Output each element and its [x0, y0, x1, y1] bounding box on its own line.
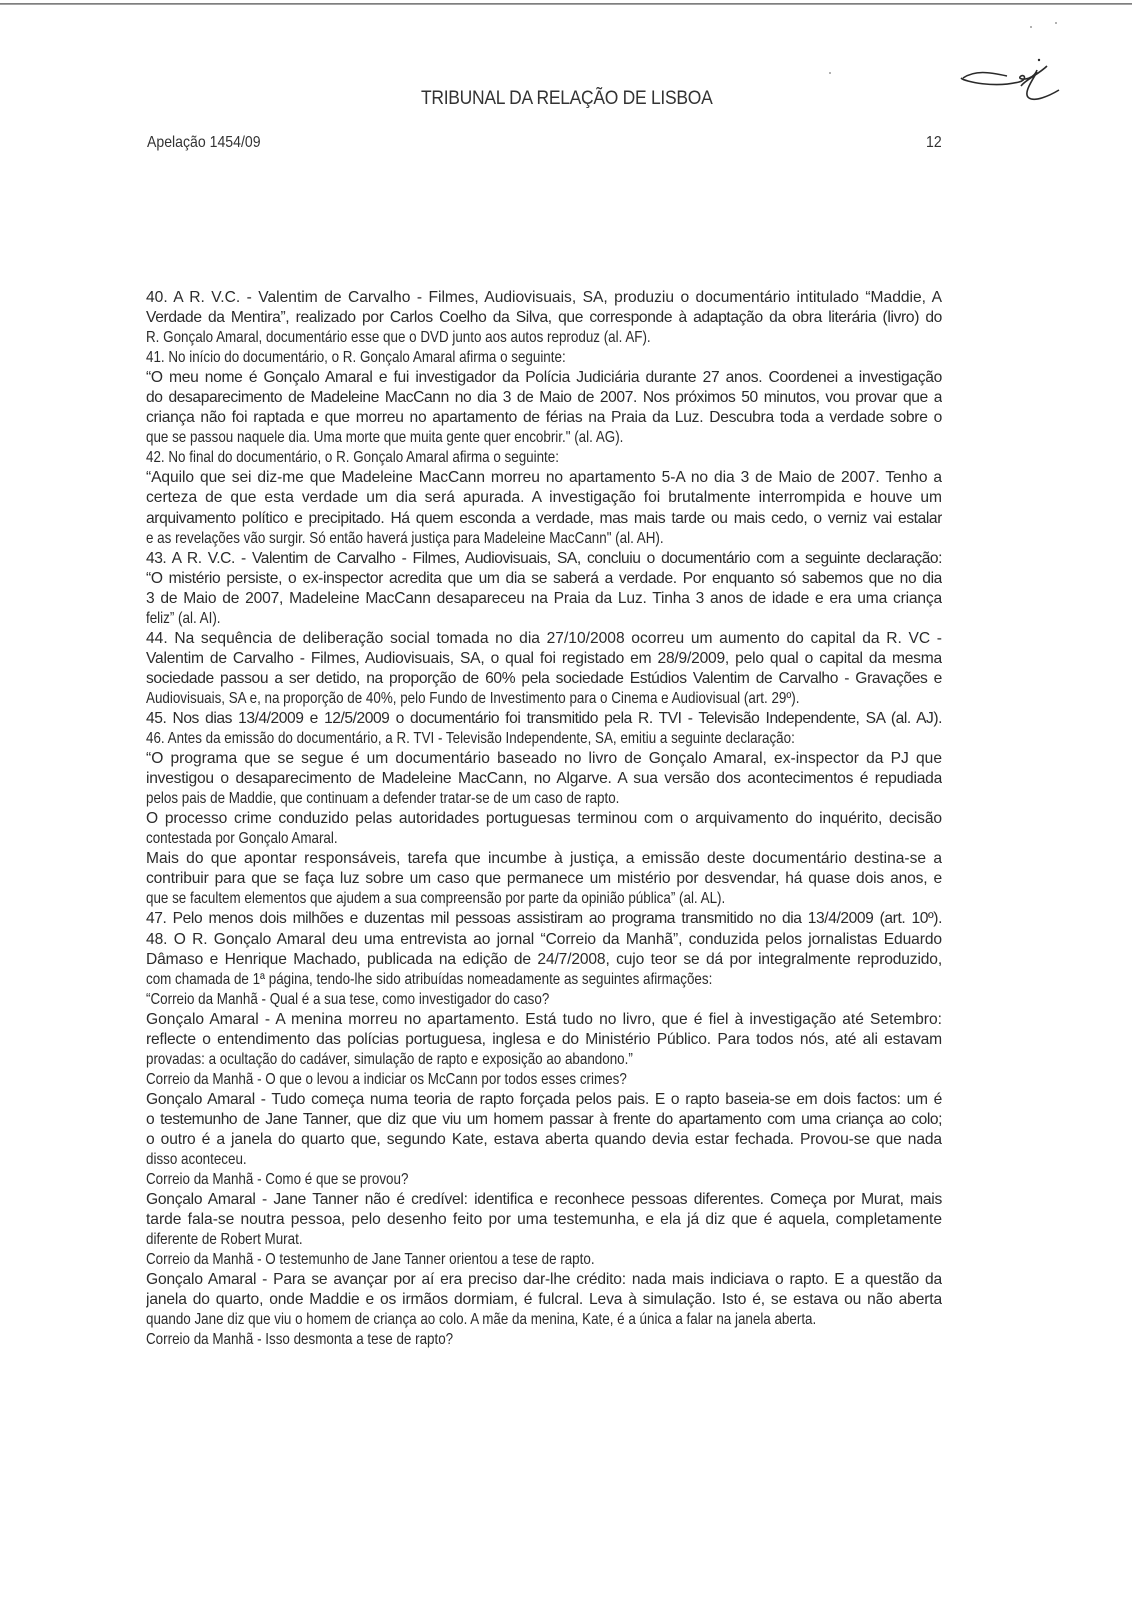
text-line: “Correio da Manhã - Qual é a sua tese, como investigador do caso? [146, 990, 550, 1008]
text-line: 44. Na sequência de deliberação social tomada no dia 27/10/2008 ocorreu um aumento do capital da R. VC - [146, 629, 942, 647]
text-line: Gonçalo Amaral - Tudo começa numa teoria de rapto forçada pelos pais. E o rapto baseia-se em dois factos: um é [146, 1090, 942, 1108]
case-reference: Apelação 1454/09 [147, 134, 261, 151]
text-line: 43. A R. V.C. - Valentim de Carvalho - Filmes, Audiovisuais, SA, concluiu o documentário com a seguinte declaração: [146, 549, 942, 567]
text-line: feliz” (al. AI). [146, 609, 221, 627]
text-line: O processo crime conduzido pelas autoridades portuguesas terminou com o arquivamento do inquérito, decisão [146, 810, 942, 828]
text-line: o outro é a janela do quarto que, segundo Kate, estava aberta quando devia estar fechada. Provou-se que nada [146, 1130, 942, 1148]
text-line: arquivamento político e precipitado. Há quem esconda a verdade, mas mais tarde ou mais cedo, o verniz vai estalar [146, 509, 942, 527]
text-line: investigou o desaparecimento de Madeleine MacCann, no Algarve. A sua versão dos acontecimentos é repudiada [146, 770, 942, 788]
text-line: Correio da Manhã - O testemunho de Jane Tanner orientou a tese de rapto. [146, 1251, 595, 1269]
text-line: que se passou naquele dia. Uma morte que muita gente quer encobrir." (al. AG). [146, 429, 624, 447]
text-line: 41. No início do documentário, o R. Gonçalo Amaral afirma o seguinte: [146, 349, 566, 367]
text-line: Correio da Manhã - Como é que se provou? [146, 1171, 409, 1189]
text-line: 45. Nos dias 13/4/2009 e 12/5/2009 o documentário foi transmitido pela R. TVI - Televisão Independente, SA (al. AJ). [146, 709, 942, 727]
text-line: Correio da Manhã - O que o levou a indiciar os McCann por todos esses crimes? [146, 1070, 627, 1088]
signature-initials-icon [955, 52, 1075, 112]
text-line: “Aquilo que sei diz-me que Madeleine MacCann morreu no apartamento 5-A no dia 3 de Maio de 2007. Tenho a [146, 469, 942, 487]
text-line: Gonçalo Amaral - A menina morreu no apartamento. Está tudo no livro, que é fiel à investigação até Setembro: [146, 1010, 942, 1028]
text-line: do desaparecimento de Madeleine MacCann no dia 3 de Maio de 2007. Nos próximos 50 minutos, vou provar que a [146, 389, 942, 407]
text-line: reflecte o entendimento das polícias portuguesa, inglesa e do Ministério Público. Para todos nós, até ali estavam [146, 1030, 942, 1048]
text-line: R. Gonçalo Amaral, documentário esse que o DVD junto aos autos reproduz (al. AF). [146, 329, 651, 347]
text-line: tarde fala-se noutra pessoa, pelo desenho feito por uma testemunha, e ela já diz que é aquela, completamente [146, 1211, 942, 1229]
text-line: contribuir para que se faça luz sobre um caso que permanece um mistério por desvendar, há quase dois anos, e [146, 870, 942, 888]
scan-speck [1055, 22, 1057, 24]
paragraph-p44 [146, 629, 942, 709]
paragraph-p42 [146, 448, 942, 548]
text-line: 47. Pelo menos dois milhões e duzentas mil pessoas assistiram ao programa transmitido no dia 13/4/2009 (art. 10º). [146, 910, 942, 928]
text-line: 40. A R. V.C. - Valentim de Carvalho - Filmes, Audiovisuais, SA, produziu o documentário intitulado “Maddie, A [146, 289, 942, 306]
text-line: o testemunho de Jane Tanner, que diz que viu um homem passar à frente do apartamento com uma criança ao colo; [146, 1110, 942, 1128]
text-line: Audiovisuais, SA e, na proporção de 40%, pelo Fundo de Investimento para o Cinema e Audiovisual (art. 29º). [146, 689, 800, 707]
text-line: certeza de que esta verdade um dia será apurada. A investigação foi brutalmente interrompida e houve um [146, 489, 942, 507]
text-line: 42. No final do documentário, o R. Gonçalo Amaral afirma o seguinte: [146, 449, 559, 467]
paragraph-p45 [146, 709, 942, 729]
court-header-title: TRIBUNAL DA RELAÇÃO DE LISBOA [420, 88, 713, 109]
scan-speck [1030, 26, 1032, 28]
scan-top-edge-line [0, 3, 1132, 5]
paragraph-p40 [146, 288, 942, 348]
paragraph-p47 [146, 909, 942, 929]
text-line: Gonçalo Amaral - Jane Tanner não é credível: identifica e reconhece pessoas diferentes. Começa por Murat, mais [146, 1191, 942, 1209]
scan-speck [829, 72, 831, 74]
text-line: Valentim de Carvalho - Filmes, Audiovisuais, SA, o qual foi registado em 28/9/2009, pelo qual o capital da mesma [146, 649, 942, 667]
document-body [146, 288, 942, 1350]
paragraph-p48 [146, 930, 942, 1351]
text-line: sociedade passou a ser detido, na proporção de 60% pela sociedade Estúdios Valentim de Carvalho - Gravações e [146, 669, 942, 687]
text-line: disso aconteceu. [146, 1151, 247, 1169]
text-line: Verdade da Mentira”, realizado por Carlos Coelho da Silva, que corresponde à adaptação da obra literária (livro) do [146, 309, 942, 327]
text-line: 46. Antes da emissão do documentário, a R. TVI - Televisão Independente, SA, emitiu a seguinte declaração: [146, 730, 795, 748]
text-line: provadas: a ocultação do cadáver, simulação de rapto e exposição ao abandono.” [146, 1050, 633, 1068]
text-line: pelos pais de Maddie, que continuam a defender tratar-se de um caso de rapto. [146, 790, 620, 808]
paragraph-p43 [146, 549, 942, 629]
text-line: que se facultem elementos que ajudem a sua compreensão por parte da opinião pública” (al. AL). [146, 890, 726, 908]
text-line: 3 de Maio de 2007, Madeleine MacCann desapareceu na Praia da Luz. Tinha 3 anos de idade e era uma criança [146, 589, 942, 607]
text-line: contestada por Gonçalo Amaral. [146, 830, 338, 848]
page-number: 12 [926, 134, 942, 151]
text-line: 48. O R. Gonçalo Amaral deu uma entrevista ao jornal “Correio da Manhã”, conduzida pelos jornalistas Eduardo [146, 930, 942, 948]
text-line: Gonçalo Amaral - Para se avançar por aí era preciso dar-lhe crédito: nada mais indiciava o rapto. E a questão da [146, 1271, 942, 1289]
text-line: criança não foi raptada e que morreu no apartamento de férias na Praia da Luz. Descubra toda a verdade sobre o [146, 409, 942, 427]
paragraph-p46 [146, 729, 942, 909]
text-line: Correio da Manhã - Isso desmonta a tese de rapto? [146, 1331, 454, 1349]
text-line: com chamada de 1ª página, tendo-lhe sido atribuídas nomeadamente as seguintes afirmações: [146, 970, 713, 988]
text-line: “O programa que se segue é um documentário baseado no livro de Gonçalo Amaral, ex-inspector da PJ que [146, 750, 942, 768]
text-line: e as revelações vão surgir. Só então haverá justiça para Madeleine MacCann" (al. AH). [146, 529, 664, 547]
text-line: Mais do que apontar responsáveis, tarefa que incumbe à justiça, a emissão deste documentário destina-se a [146, 850, 942, 868]
paragraph-p41 [146, 348, 942, 448]
text-line: “O mistério persiste, o ex-inspector acredita que um dia se saberá a verdade. Por enquanto só sabemos que no dia [146, 569, 942, 587]
text-line: “O meu nome é Gonçalo Amaral e fui investigador da Polícia Judiciária durante 27 anos. Coordenei a investigação [146, 369, 942, 387]
text-line: quando Jane diz que viu o homem de criança ao colo. A mãe da menina, Kate, é a única a falar na janela aberta. [146, 1311, 817, 1329]
text-line: janela do quarto, onde Maddie e os irmãos dormiam, é fulcral. Leva à simulação. Isto é, se estava ou não aberta [146, 1291, 942, 1309]
text-line: Dâmaso e Henrique Machado, publicada na edição de 24/7/2008, cujo teor se dá por integralmente reproduzido, [146, 950, 942, 968]
text-line: diferente de Robert Murat. [146, 1231, 303, 1249]
